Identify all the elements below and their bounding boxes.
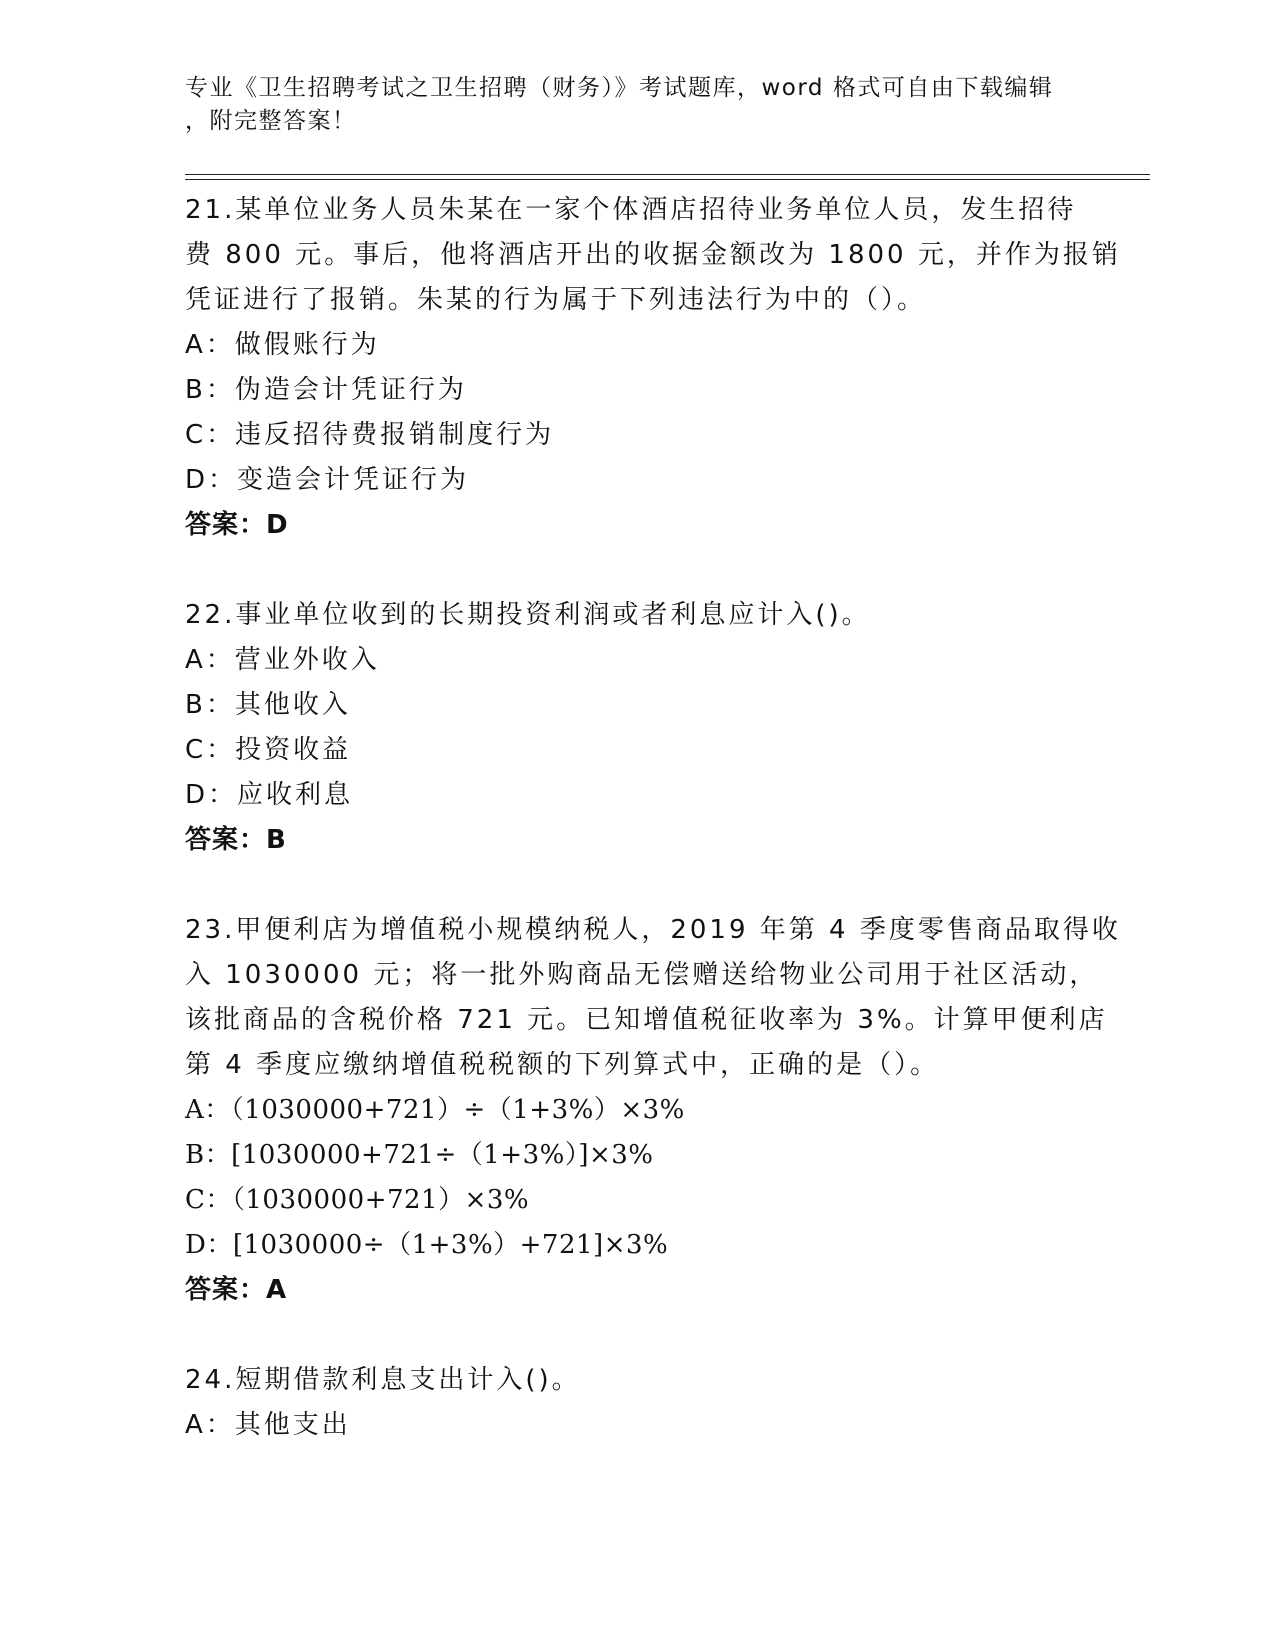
option-a: A：做假账行为 [185, 330, 380, 360]
option-a: A：（1030000+721）÷（1+3%）×3% [185, 1095, 685, 1125]
option-d: D：变造会计凭证行为 [185, 465, 470, 495]
header-line-2: ，附完整答案！ [185, 108, 357, 134]
header-double-rule [185, 174, 1150, 180]
option-c: C：（1030000+721）×3% [185, 1185, 530, 1215]
option-b: B：[1030000+721÷（1+3%）]×3% [185, 1140, 654, 1170]
option-a: A：营业外收入 [185, 645, 380, 675]
question-stem-line: 费 800 元。事后，他将酒店开出的收据金额改为 1800 元，并作为报销 [185, 240, 1121, 270]
answer-label: 答案：B [185, 825, 287, 855]
question-23 [185, 908, 1121, 1313]
document-header [185, 72, 1085, 138]
answer-label: 答案：A [185, 1275, 288, 1305]
header-line-1: 专业《卫生招聘考试之卫生招聘（财务）》考试题库，word 格式可自由下载编辑 [185, 75, 1054, 101]
question-stem-line: 第 4 季度应缴纳增值税税额的下列算式中，正确的是（）。 [185, 1050, 940, 1080]
question-stem-line: 凭证进行了报销。朱某的行为属于下列违法行为中的（）。 [185, 285, 927, 315]
option-a: A：其他支出 [185, 1410, 351, 1440]
option-b: B：伪造会计凭证行为 [185, 375, 467, 405]
option-c: C：违反招待费报销制度行为 [185, 420, 555, 450]
option-d: D：应收利息 [185, 780, 354, 810]
question-stem-line: 24.短期借款利息支出计入()。 [185, 1365, 581, 1395]
option-c: C：投资收益 [185, 735, 352, 765]
question-stem-line: 入 1030000 元；将一批外购商品无偿赠送给物业公司用于社区活动， [185, 960, 1099, 990]
question-24 [185, 1358, 1085, 1448]
question-list [185, 188, 1121, 1493]
question-21 [185, 188, 1121, 548]
question-stem-line: 该批商品的含税价格 721 元。已知增值税征收率为 3%。计算甲便利店 [185, 1005, 1108, 1035]
question-stem-line: 21.某单位业务人员朱某在一家个体酒店招待业务单位人员，发生招待 [185, 195, 1077, 225]
question-22 [185, 593, 1085, 863]
question-stem-line: 22.事业单位收到的长期投资利润或者利息应计入()。 [185, 600, 871, 630]
question-stem-line: 23.甲便利店为增值税小规模纳税人，2019 年第 4 季度零售商品取得收 [185, 915, 1121, 945]
answer-label: 答案：D [185, 510, 289, 540]
option-d: D：[1030000÷（1+3%）+721]×3% [185, 1230, 669, 1260]
option-b: B：其他收入 [185, 690, 351, 720]
